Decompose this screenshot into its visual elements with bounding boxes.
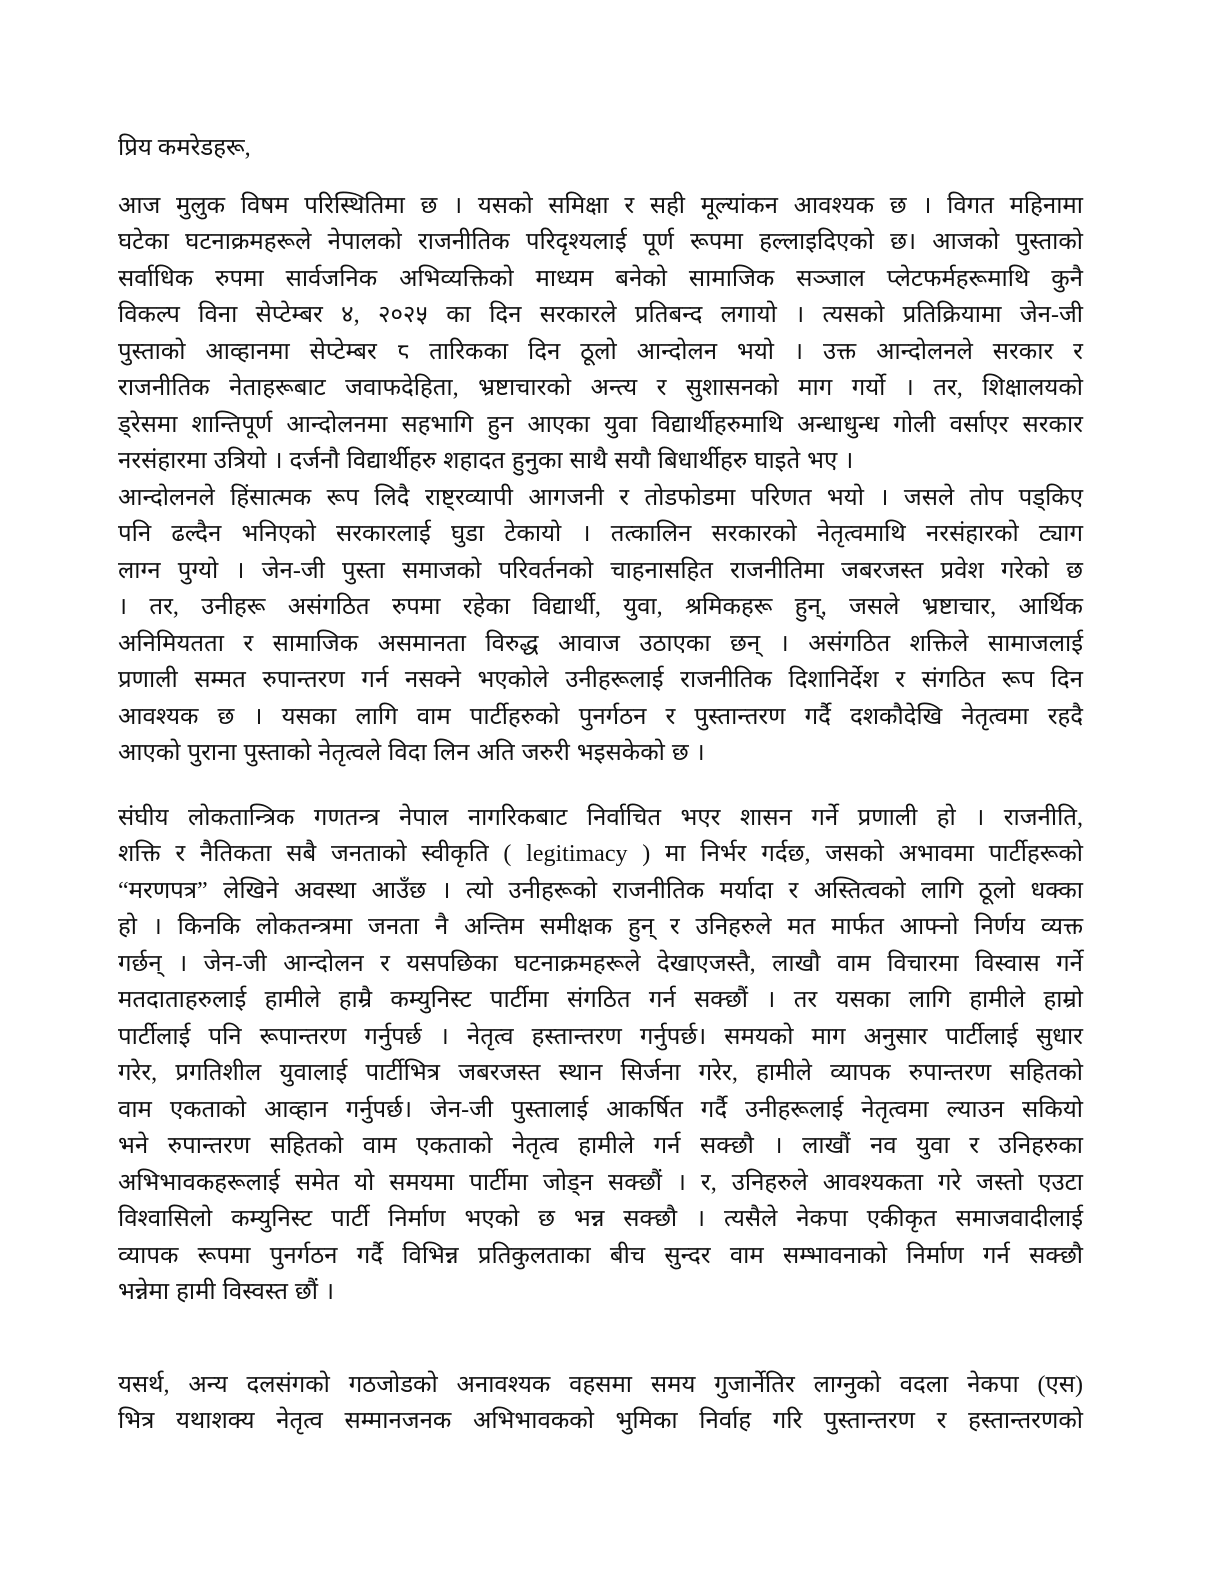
letter-line: पनि ढल्दैन भनिएको सरकारलाई घुडा टेकायो । तत्कालिन सरकारको नेतृत्वमाथि नरसंहारको ट्याग <box>118 521 1083 547</box>
letter-line: संघीय लोकतान्त्रिक गणतन्त्र नेपाल नागरिकबाट निर्वाचित भएर शासन गर्ने प्रणाली हो । राजनीति, <box>118 804 1083 831</box>
letter-line: विश्वासिलो कम्युनिस्ट पार्टी निर्माण भएको छ भन्न सक्छौ । त्यसैले नेकपा एकीकृत समाजवादीलाई <box>118 1206 1083 1232</box>
letter-line: आएको पुराना पुस्ताको नेतृत्वले विदा लिन अति जरुरी भइसकेको छ । <box>118 740 705 766</box>
salutation: प्रिय कमरेडहरू, <box>118 135 251 161</box>
letter-paragraph <box>118 188 1083 480</box>
letter-paragraph <box>118 1367 1083 1440</box>
letter-line: व्यापक रूपमा पुनर्गठन गर्दै विभिन्न प्रतिकुलताका बीच सुन्दर वाम सम्भावनाको निर्माण गर्न सक्छौ <box>118 1242 1083 1269</box>
letter-line: सर्वाधिक रुपमा सार्वजनिक अभिव्यक्तिको माध्यम बनेको सामाजिक सञ्जाल प्लेटफर्महरूमाथि कुनै <box>118 265 1083 292</box>
letter-line: विकल्प विना सेप्टेम्बर ४, २०२५ का दिन सरकारले प्रतिबन्द लगायो । त्यसको प्रतिक्रियामा जेन-जी <box>118 302 1083 328</box>
letter-line: गर्छन् । जेन-जी आन्दोलन र यसपछिका घटनाक्रमहरूले देखाएजस्तै, लाखौ वाम विचारमा विस्वास गर्ने <box>118 950 1083 977</box>
letter-paragraph <box>118 480 1083 772</box>
letter-line: शक्ति र नैतिकता सबै जनताको स्वीकृति ( legitimacy ) मा निर्भर गर्दछ, जसको अभावमा पार्टीहरूको <box>118 841 1083 867</box>
letter-line: । तर, उनीहरू असंगठित रुपमा रहेका विद्यार्थी, युवा, श्रमिकहरू हुन्, जसले भ्रष्टाचार, आर्थिक <box>118 594 1083 620</box>
letter-line: भने रुपान्तरण सहितको वाम एकताको नेतृत्व हामीले गर्न सक्छौ । लाखौं नव युवा र उनिहरुका <box>118 1133 1083 1159</box>
letter-line: “मरणपत्र” लेखिने अवस्था आउँछ । त्यो उनीहरूको राजनीतिक मर्यादा र अस्तित्वको लागि ठूलो धक्का <box>118 877 1083 904</box>
letter-line: पुस्ताको आव्हानमा सेप्टेम्बर ८ तारिकका दिन ठूलो आन्दोलन भयो । उक्त आन्दोलनले सरकार र <box>118 338 1083 365</box>
letter-line: राजनीतिक नेताहरूबाट जवाफदेहिता, भ्रष्टाचारको अन्त्य र सुशासनको माग गर्यो । तर, शिक्षालयको <box>118 375 1083 401</box>
letter-line: हो । किनकि लोकतन्त्रमा जनता नै अन्तिम समीक्षक हुन् र उनिहरुले मत मार्फत आफ्नो निर्णय व्यक्त <box>118 914 1083 940</box>
letter-line: आन्दोलनले हिंसात्मक रूप लिदै राष्ट्रव्यापी आगजनी र तोडफोडमा परिणत भयो । जसले तोप पड्किए <box>118 484 1083 511</box>
letter-line: घटेका घटनाक्रमहरूले नेपालको राजनीतिक परिदृश्यलाई पूर्ण रूपमा हल्लाइदिएको छ। आजको पुस्ताको <box>118 229 1083 255</box>
letter-body <box>118 188 1083 1440</box>
letter-line: आज मुलुक विषम परिस्थितिमा छ । यसको समिक्षा र सही मूल्यांकन आवश्यक छ । विगत महिनामा <box>118 192 1083 219</box>
letter-line: पार्टीलाई पनि रूपान्तरण गर्नुपर्छ । नेतृत्व हस्तान्तरण गर्नुपर्छ। समयको माग अनुसार पार्टीलाई सुधार <box>118 1023 1083 1050</box>
letter-line: लाग्न पुग्यो । जेन-जी पुस्ता समाजको परिवर्तनको चाहनासहित राजनीतिमा जबरजस्त प्रवेश गरेको छ <box>118 557 1083 584</box>
letter-line: ड्रेसमा शान्तिपूर्ण आन्दोलनमा सहभागि हुन आएका युवा विद्यार्थीहरुमाथि अन्धाधुन्ध गोली वर्साएर सरकार <box>118 411 1083 438</box>
letter-line: गरेर, प्रगतिशील युवालाई पार्टीभित्र जबरजस्त स्थान सिर्जना गरेर, हामीले व्यापक रुपान्तरण सहितको <box>118 1060 1083 1086</box>
letter-line: भित्र यथाशक्य नेतृत्व सम्मानजनक अभिभावकको भुमिका निर्वाह गरि पुस्तान्तरण र हस्तान्तरणको <box>118 1408 1083 1434</box>
letter-paragraph <box>118 800 1083 1311</box>
letter-line: वाम एकताको आव्हान गर्नुपर्छ। जेन-जी पुस्तालाई आकर्षित गर्दै उनीहरूलाई नेतृत्वमा ल्याउन सकियो <box>118 1096 1083 1123</box>
letter-line: भन्नेमा हामी विस्वस्त छौं । <box>118 1279 335 1305</box>
letter-line: प्रणाली सम्मत रुपान्तरण गर्न नसक्ने भएकोले उनीहरूलाई राजनीतिक दिशानिर्देश र संगठित रूप दिन <box>118 667 1083 693</box>
letter-line: आवश्यक छ । यसका लागि वाम पार्टीहरुको पुनर्गठन र पुस्तान्तरण गर्दै दशकौदेखि नेतृत्वमा रहदै <box>118 703 1083 730</box>
letter-line: अनिमियतता र सामाजिक असमानता विरुद्ध आवाज उठाएका छन् । असंगठित शक्तिले सामाजलाई <box>118 630 1083 657</box>
letter-line: अभिभावकहरूलाई समेत यो समयमा पार्टीमा जोड्न सक्छौं । र, उनिहरुले आवश्यकता गरे जस्तो एउटा <box>118 1169 1083 1196</box>
letter-line: नरसंहारमा उत्रियो । दर्जनौ विद्यार्थीहरु शहादत हुनुका साथै सयौ बिधार्थीहरु घाइते भए । <box>118 448 854 474</box>
letter-line: मतदाताहरुलाई हामीले हाम्रै कम्युनिस्ट पार्टीमा संगठित गर्न सक्छौं । तर यसका लागि हामीले हाम्रो <box>118 987 1083 1013</box>
letter-line: यसर्थ, अन्य दलसंगको गठजोडको अनावश्यक वहसमा समय गुजार्नेतिर लाग्नुको वदला नेकपा (एस) <box>118 1371 1083 1398</box>
